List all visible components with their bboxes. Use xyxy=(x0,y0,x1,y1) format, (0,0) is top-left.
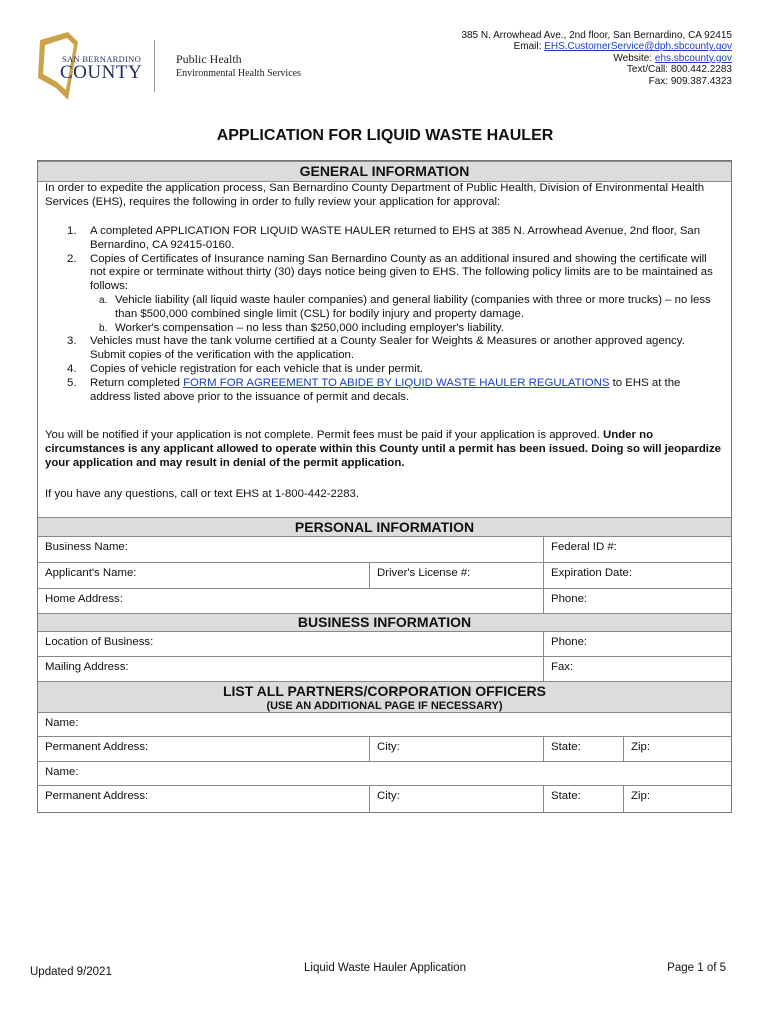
partner-state-field[interactable]: State: xyxy=(543,786,623,813)
contact-website-line: Website: ehs.sbcounty.gov xyxy=(613,52,732,64)
contact-email-line: Email: EHS.CustomerService@dph.sbcounty.gov xyxy=(513,41,732,53)
home-address-field[interactable]: Home Address: xyxy=(45,593,123,605)
contact-address: 385 N. Arrowhead Ave., 2nd floor, San Bernardino, CA 92415 xyxy=(461,30,732,41)
form-row xyxy=(38,589,731,613)
partners-title: LIST ALL PARTNERS/CORPORATION OFFICERS xyxy=(222,683,547,699)
questions-line: If you have any questions, call or text EHS at 1-800-442-2283. xyxy=(45,488,360,500)
county-logo xyxy=(34,32,324,102)
federal-id-field[interactable]: Federal ID #: xyxy=(543,537,731,562)
contact-fax: Fax: 909.387.4323 xyxy=(648,75,732,87)
website-link[interactable]: ehs.sbcounty.gov xyxy=(654,52,732,64)
general-info-heading: GENERAL INFORMATION xyxy=(38,161,731,182)
partner-name-row xyxy=(38,762,731,786)
page-title: APPLICATION FOR LIQUID WASTE HAULER xyxy=(216,127,554,144)
partner-zip-field[interactable]: Zip: xyxy=(623,786,731,813)
email-link[interactable]: EHS.CustomerService@dph.sbcounty.gov xyxy=(544,41,732,53)
logo-dept: Public Health xyxy=(176,52,242,66)
business-info-heading: BUSINESS INFORMATION xyxy=(38,613,731,632)
sub-list-item: b. Worker's compensation – no less than $250,000 including employer's liability. xyxy=(99,321,504,334)
form-row xyxy=(38,632,731,657)
personal-info-heading: PERSONAL INFORMATION xyxy=(38,517,731,537)
contact-textcall: Text/Call: 800.442.2283 xyxy=(626,64,732,76)
partner-city-field[interactable]: City: xyxy=(369,737,543,761)
partner-address-row xyxy=(38,737,731,762)
form-row xyxy=(38,537,731,563)
partner-name-field[interactable]: Name: xyxy=(45,766,79,778)
notice-paragraph: You will be notified if your application is not complete. Permit fees must be paid if your application is approved. Under no circumstances is any applicant allowed to operate within this County until a permit has been issued. Doing so will jeopardize your application and may result in denial of the permit application. xyxy=(45,429,721,469)
business-phone-field[interactable]: Phone: xyxy=(543,632,731,656)
contact-block xyxy=(461,30,732,87)
list-item: 2. Copies of Certificates of Insurance naming San Bernardino County as an additional insured and showing the certificate will not expire or terminate without thirty (30) days notice being given to EHS. The following policy limits are to be maintained as follows: xyxy=(67,252,713,293)
list-item: 1. A completed APPLICATION FOR LIQUID WASTE HAULER returned to EHS at 385 N. Arrowhead Avenue, 2nd floor, San Bernardino, CA 92415-0160. xyxy=(67,225,701,251)
partner-city-field[interactable]: City: xyxy=(369,786,543,813)
partner-address-field[interactable]: Permanent Address: xyxy=(45,790,149,802)
footer-updated: Updated 9/2021 xyxy=(30,966,112,978)
applicant-name-field[interactable]: Applicant's Name: xyxy=(45,567,137,579)
partner-address-field[interactable]: Permanent Address: xyxy=(45,741,149,753)
drivers-license-field[interactable]: Driver's License #: xyxy=(369,563,543,588)
business-name-field[interactable]: Business Name: xyxy=(45,541,128,553)
partner-zip-field[interactable]: Zip: xyxy=(623,737,731,761)
partners-heading xyxy=(38,681,731,713)
list-item: 3. Vehicles must have the tank volume certified at a County Sealer for Weights & Measures or another approved agency. Submit copies of the verification with the application. xyxy=(67,335,685,362)
partners-subtitle: (USE AN ADDITIONAL PAGE IF NECESSARY) xyxy=(266,700,503,712)
list-item: 4. Copies of vehicle registration for each vehicle that is under permit. xyxy=(67,362,424,375)
logo-county-top: SAN BERNARDINO xyxy=(62,54,142,64)
requirements-list xyxy=(45,225,721,404)
form-row xyxy=(38,563,731,589)
footer-title: Liquid Waste Hauler Application xyxy=(304,962,466,974)
personal-phone-field[interactable]: Phone: xyxy=(543,589,731,613)
sub-list-item: a. Vehicle liability (all liquid waste hauler companies) and general liability (companies with three or more trucks) – no less than $500,000 combined single limit (CSL) for bodily injury and property damage. xyxy=(99,293,711,320)
logo-division: Environmental Health Services xyxy=(176,68,301,79)
business-location-field[interactable]: Location of Business: xyxy=(45,636,154,648)
list-item: 5. Return completed FORM FOR AGREEMENT TO ABIDE BY LIQUID WASTE HAULER REGULATIONS to EHS at the address listed above prior to the issuance of permit and decals. xyxy=(67,376,681,403)
general-intro: In order to expedite the application process, San Bernardino County Department of Public Health, Division of Environmental Health Services (EHS), requires the following in order to fully review your application for approval: xyxy=(45,182,705,208)
agreement-form-link[interactable]: FORM FOR AGREEMENT TO ABIDE BY LIQUID WASTE HAULER REGULATIONS xyxy=(183,376,610,389)
footer-page-number: Page 1 of 5 xyxy=(667,962,726,974)
mailing-address-field[interactable]: Mailing Address: xyxy=(45,661,129,673)
partner-name-row xyxy=(38,713,731,737)
partner-name-field[interactable]: Name: xyxy=(45,717,79,729)
business-fax-field[interactable]: Fax: xyxy=(543,657,731,681)
form-row xyxy=(38,657,731,681)
logo-county-bottom: COUNTY xyxy=(60,62,143,83)
application-form xyxy=(37,160,732,813)
partner-state-field[interactable]: State: xyxy=(543,737,623,761)
partner-address-row xyxy=(38,786,731,813)
expiration-date-field[interactable]: Expiration Date: xyxy=(543,563,731,588)
